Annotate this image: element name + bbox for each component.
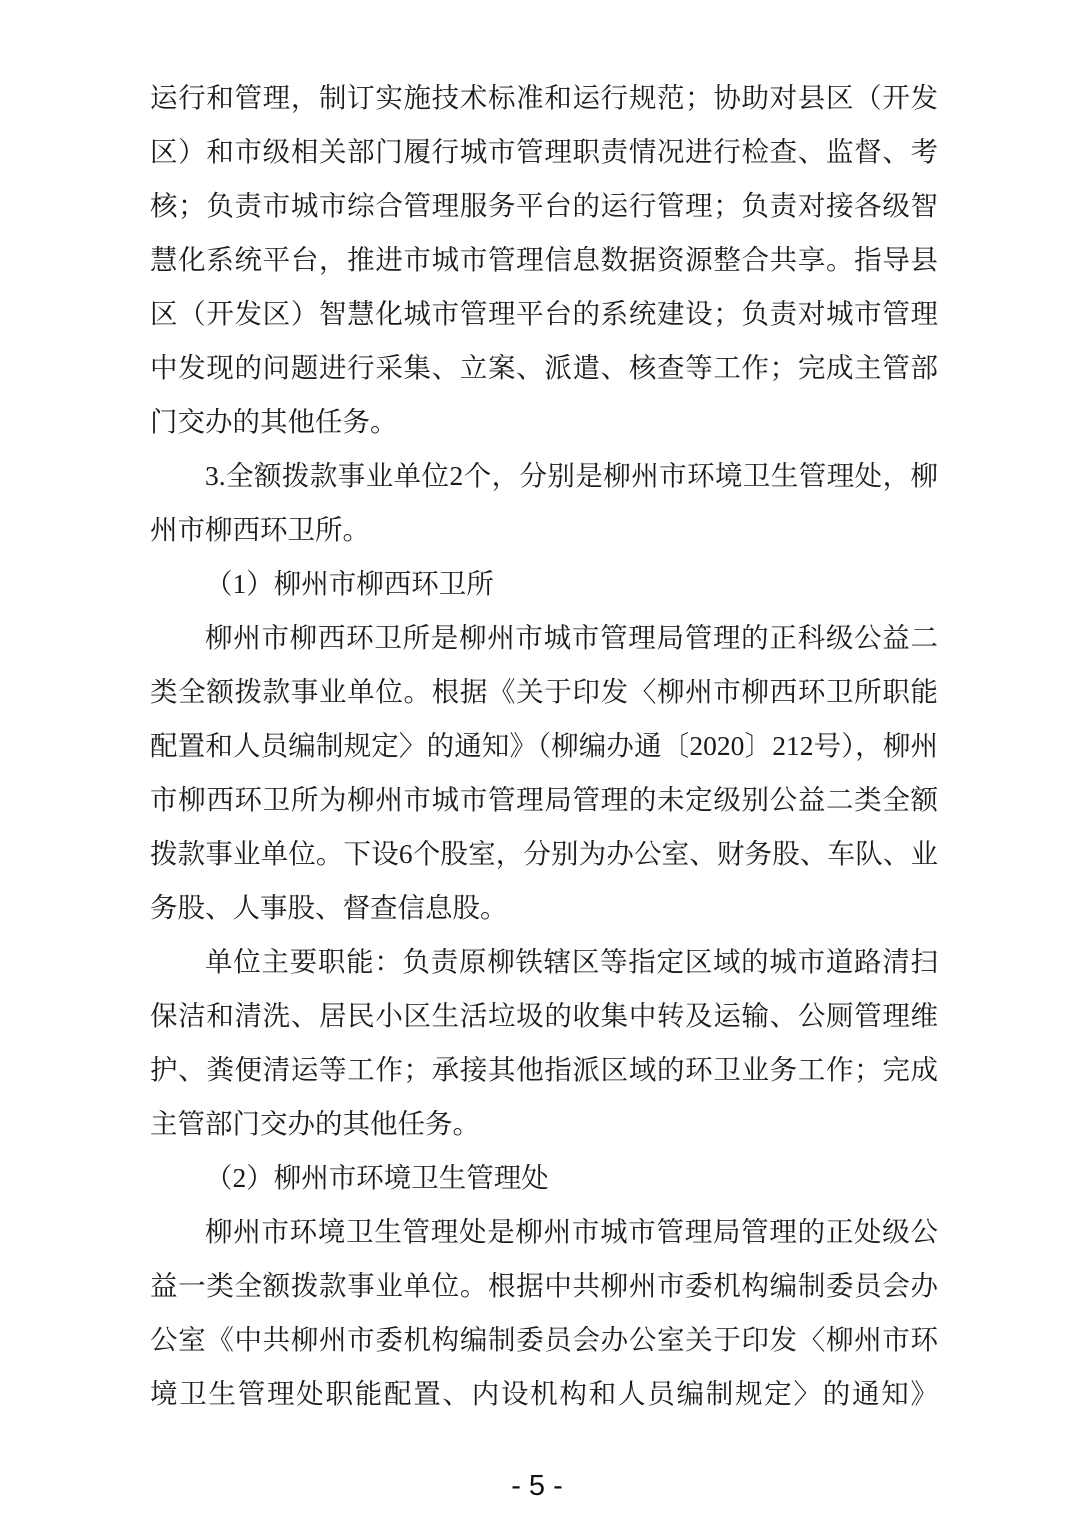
document-body: [150, 71, 938, 1421]
paragraph-heading-2: （2）柳州市环境卫生管理处: [205, 1162, 549, 1193]
paragraph-unit-2-description: 柳州市环境卫生管理处是柳州市城市管理局管理的正处级公益一类全额拨款事业单位。根据中共柳州市委机构编制委员会办公室《中共柳州市委机构编制委员会办公室关于印发〈柳州市环境卫生管理处职能配置、内设机构和人员编制规定〉的通知》: [150, 1216, 938, 1409]
paragraph-item-3: 3.全额拨款事业单位2个，分别是柳州市环境卫生管理处，柳州市柳西环卫所。: [150, 460, 938, 545]
paragraph-unit-1-functions: 单位主要职能：负责原柳铁辖区等指定区域的城市道路清扫保洁和清洗、居民小区生活垃圾的收集中转及运输、公厕管理维护、粪便清运等工作；承接其他指派区域的环卫业务工作；完成主管部门交办的其他任务。: [150, 946, 938, 1139]
page-number: - 5 -: [511, 1470, 563, 1502]
paragraph-continuation: 运行和管理，制订实施技术标准和运行规范；协助对县区（开发区）和市级相关部门履行城市管理职责情况进行检查、监督、考核；负责市城市综合管理服务平台的运行管理；负责对接各级智慧化系统平台，推进市城市管理信息数据资源整合共享。指导县区（开发区）智慧化城市管理平台的系统建设；负责对城市管理中发现的问题进行采集、立案、派遣、核查等工作；完成主管部门交办的其他任务。: [150, 82, 938, 437]
paragraph-heading-1: （1）柳州市柳西环卫所: [205, 568, 494, 599]
paragraph-unit-1-description: 柳州市柳西环卫所是柳州市城市管理局管理的正科级公益二类全额拨款事业单位。根据《关于印发〈柳州市柳西环卫所职能配置和人员编制规定〉的通知》（柳编办通〔2020〕212号），柳州市柳西环卫所为柳州市城市管理局管理的未定级别公益二类全额拨款事业单位。下设6个股室，分别为办公室、财务股、车队、业务股、人事股、督查信息股。: [150, 622, 938, 923]
